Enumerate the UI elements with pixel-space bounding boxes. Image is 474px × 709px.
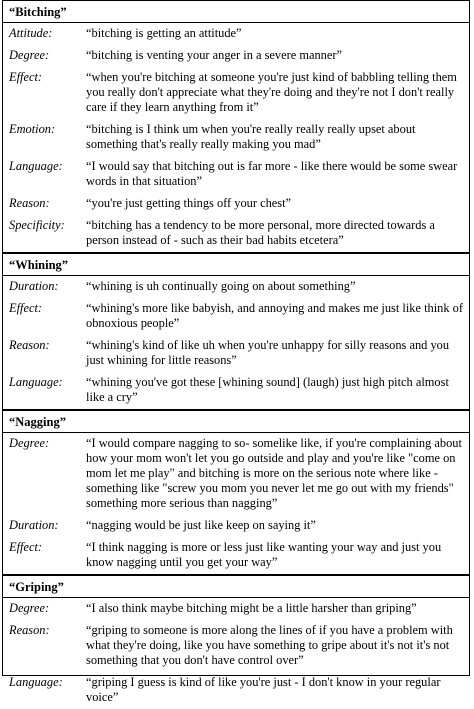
table-row (3, 119, 469, 156)
quotes-table (2, 0, 470, 704)
category-label: Degree: (9, 48, 50, 62)
section-bitching (3, 1, 469, 252)
table-row (3, 537, 469, 574)
quote-text: “bitching is getting an attitude” (86, 26, 242, 40)
table-row (3, 433, 469, 515)
category-label: Effect: (9, 70, 43, 84)
table-row (3, 372, 469, 409)
quote-text: “whining's more like babyish, and annoying and makes me just like think of obnoxious people” (86, 301, 463, 330)
table-row (3, 276, 469, 298)
quote-text: “I would say that bitching out is far more - like there would be some swear words in that situation” (86, 159, 458, 188)
category-label: Reason: (9, 196, 50, 210)
quote-text: “whining's kind of like uh when you're unhappy for silly reasons and you just whining for little reasons” (86, 338, 450, 367)
table-row (3, 23, 469, 45)
quote-text: “I think nagging is more or less just like wanting your way and just you know nagging until you get your way” (86, 540, 442, 569)
quote-text: “I also think maybe bitching might be a little harsher than griping” (86, 601, 417, 615)
category-label: Specificity: (9, 218, 65, 232)
section-title: “Whining” (3, 254, 469, 276)
table-row (3, 156, 469, 193)
category-label: Degree: (9, 601, 50, 615)
table-row (3, 515, 469, 537)
table-row (3, 672, 469, 709)
category-label: Emotion: (9, 122, 56, 136)
category-label: Reason: (9, 338, 50, 352)
table-row (3, 45, 469, 67)
table-row (3, 298, 469, 335)
quote-text: “bitching has a tendency to be more personal, more directed towards a person instead of - such as their bad habits etcetera” (86, 218, 435, 247)
quote-text: “when you're bitching at someone you're just kind of babbling telling them you really don't appreciate what they're doing and they're not I don't really care if they learn anything from it” (86, 70, 457, 114)
category-label: Language: (9, 159, 63, 173)
category-label: Reason: (9, 623, 50, 637)
category-label: Effect: (9, 301, 43, 315)
category-label: Degree: (9, 436, 50, 450)
table-row (3, 335, 469, 372)
table-row (3, 598, 469, 620)
section-nagging (3, 409, 469, 574)
table-row (3, 193, 469, 215)
category-label: Duration: (9, 518, 59, 532)
table-row (3, 215, 469, 252)
quote-text: “bitching is venting your anger in a severe manner” (86, 48, 342, 62)
quote-text: “whining is uh continually going on about something” (86, 279, 356, 293)
section-title: “Nagging” (3, 411, 469, 433)
table-row (3, 620, 469, 672)
category-label: Duration: (9, 279, 59, 293)
category-label: Effect: (9, 540, 43, 554)
quote-text: “griping I guess is kind of like you're just - I don't know in your regular voice” (86, 675, 441, 704)
section-griping (3, 574, 469, 709)
category-label: Language: (9, 375, 63, 389)
category-label: Attitude: (9, 26, 53, 40)
quote-text: “you're just getting things off your chest” (86, 196, 292, 210)
section-whining (3, 252, 469, 409)
section-title: “Griping” (3, 576, 469, 598)
category-label: Language: (9, 675, 63, 689)
quote-text: “griping to someone is more along the lines of if you have a problem with what they're doing, like you have something to gripe about it's not it's not something that you don't have control over” (86, 623, 453, 667)
section-title: “Bitching” (3, 1, 469, 23)
quote-text: “bitching is I think um when you're really really really upset about something that's really really making you mad” (86, 122, 416, 151)
table-row (3, 67, 469, 119)
quote-text: “nagging would be just like keep on saying it” (86, 518, 316, 532)
quote-text: “whining you've got these [whining sound] (laugh) just high pitch almost like a cry” (86, 375, 449, 404)
quote-text: “I would compare nagging to so- somelike like, if you're complaining about how your mom won't let you go outside and play and you're like "come on mom let me play" and bitching is more on the serious note where like - something like "screw you mom you never let me go out with my friends" something more serious than nagging” (86, 436, 462, 510)
